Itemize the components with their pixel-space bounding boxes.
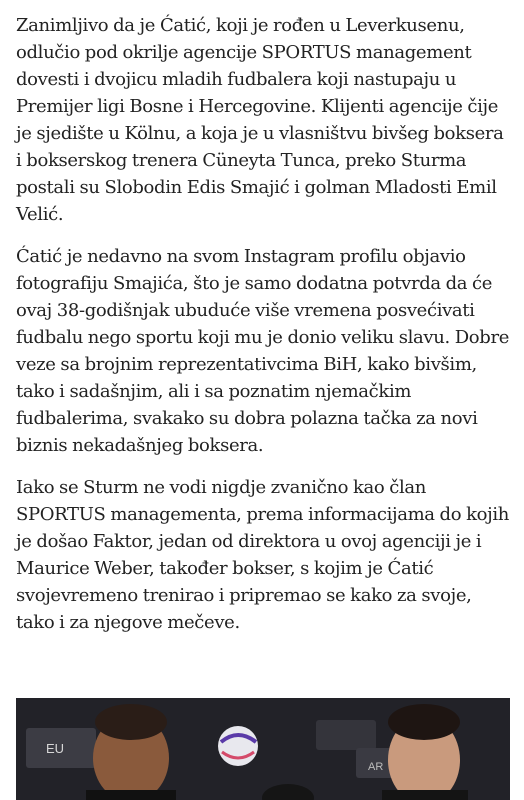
article-paragraph-1: Zanimljivo da je Ćatić, koji je rođen u Leverkusenu, odlučio pod okrilje agencije SPORTUS management dovesti i dvojicu mladih fudbalera koji nastupaju u Premijer ligi Bosne i Hercegovine. Klijenti agencije čije je sjedište u Kölnu, a koja je u vlasništvu bivšeg boksera i bokserskog trenera Cüneyta Tunca, preko Sturma postali su Slobodin Edis Smajić i golman Mladosti Emil Velić. [16, 15, 504, 225]
backdrop-logo-left: EU [46, 741, 65, 756]
backdrop-logo-right: AR [368, 761, 384, 773]
article-paragraph-2: Ćatić je nedavno na svom Instagram profilu objavio fotografiju Smajića, što je samo dodatna potvrda da će ovaj 38-godišnjak ubuduće više vremena posvećivati fudbalu nego sportu koji mu je donio veliku slavu. Dobre veze sa brojnim reprezentativcima BiH, kako bivšim, tako i sadašnjim, ali i sa poznatim njemačkim fudbalerima, svakako su dobra polazna tačka za novi biznis nekadašnjeg boksera. [16, 246, 510, 456]
ball [218, 726, 258, 766]
article-body [16, 12, 512, 651]
photo-illustration [16, 698, 510, 800]
article-photo[interactable] [16, 698, 510, 800]
article-paragraph-3: Iako se Sturm ne vodi nigdje zvanično kao član SPORTUS managementa, prema informacijama do kojih je došao Faktor, jedan od direktora u ovoj agenciji je i Maurice Weber, također bokser, s kojim je Ćatić svojevremeno trenirao i pripremao se kako za svoje, tako i za njegove mečeve. [16, 477, 510, 633]
